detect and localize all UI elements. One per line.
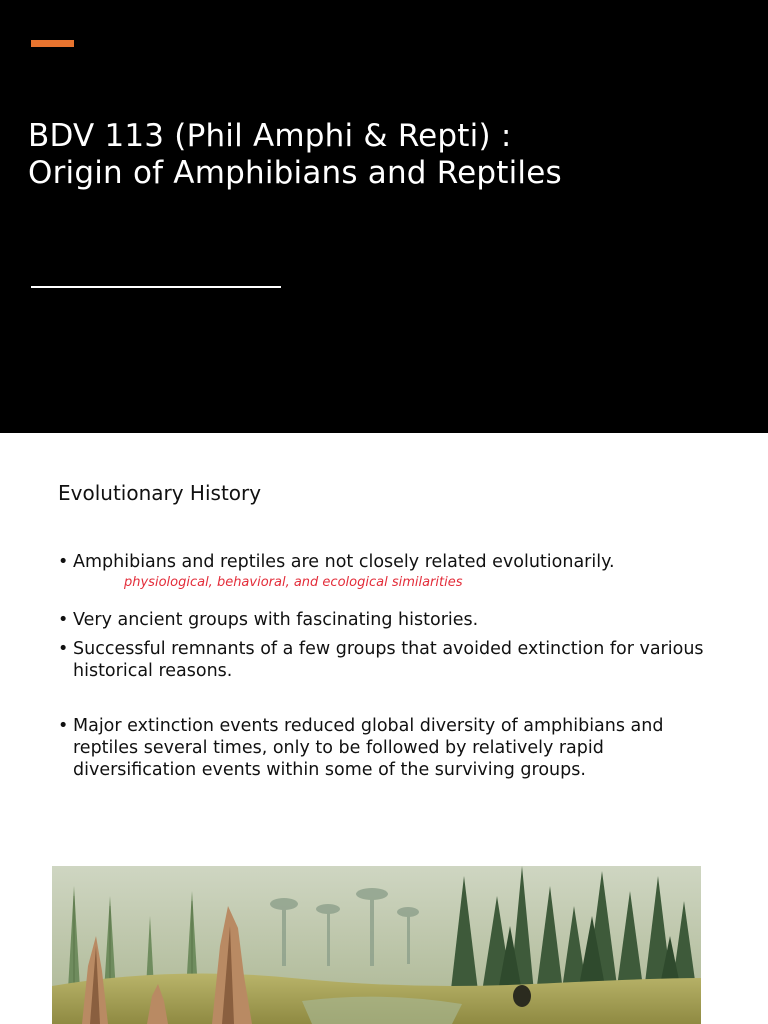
bullet-item xyxy=(58,638,718,682)
landscape-drawing xyxy=(52,866,701,1024)
bullet-text: Major extinction events reduced global diversity of amphibians and reptiles several times, only to be followed by relatively rapid diversification events within some of the surviving groups. xyxy=(73,716,664,780)
bullet-item xyxy=(58,609,718,631)
bullet-dot: • xyxy=(58,552,69,572)
bullet-dot: • xyxy=(58,639,69,659)
handwritten-annotation: physiological, behavioral, and ecological similarities xyxy=(124,575,463,590)
prehistoric-landscape-image xyxy=(52,866,701,1024)
section-heading: Evolutionary History xyxy=(58,481,262,505)
accent-bar xyxy=(31,40,74,47)
slide-title: BDV 113 (Phil Amphi & Repti) : Origin of Amphibians and Reptiles xyxy=(28,118,562,191)
bullet-text: Successful remnants of a few groups that avoided extinction for various historical reasons. xyxy=(73,639,704,681)
title-underline xyxy=(31,286,281,288)
bullet-text: Very ancient groups with fascinating histories. xyxy=(73,610,479,630)
title-slide xyxy=(0,0,768,433)
bullet-dot: • xyxy=(58,610,69,630)
bullet-item xyxy=(58,551,718,573)
bullet-dot: • xyxy=(58,716,69,736)
bullet-text: Amphibians and reptiles are not closely related evolutionarily. xyxy=(73,552,615,572)
bullet-item xyxy=(58,715,718,781)
content-slide xyxy=(0,433,768,1024)
